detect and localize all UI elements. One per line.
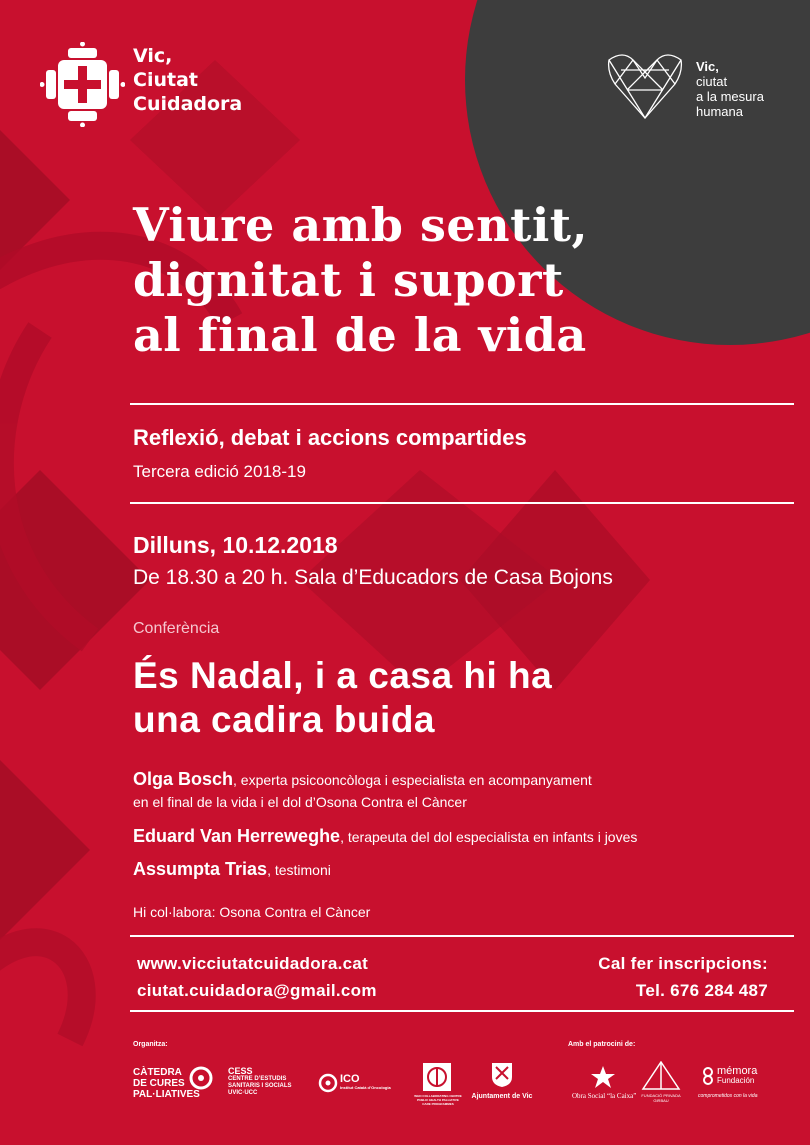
speaker: [133, 768, 592, 813]
catedra-line: DE CURES: [133, 1078, 185, 1089]
right-logo-line: a la mesura: [696, 89, 764, 104]
title-line: al final de la vida: [133, 308, 587, 362]
vic-mesura-humana-logo: [605, 50, 685, 120]
ajuntament-logo: Ajuntament de Vic: [471, 1093, 533, 1100]
girbau-line: FUNDACIÓ PRIVADA: [641, 1093, 681, 1098]
speaker: [133, 858, 331, 881]
left-logo-line: Cuidadora: [133, 93, 243, 115]
v-heart-icon: [605, 50, 685, 120]
divider: [130, 1010, 794, 1012]
speaker-name: Eduard Van Herreweghe: [133, 826, 341, 846]
cess-line: CESS: [228, 1066, 253, 1076]
who-line: WHO COLLABORATING CENTRE: [414, 1094, 462, 1098]
talk-title: [133, 654, 552, 742]
edition: Tercera edició 2018-19: [133, 462, 306, 481]
who-line: CARE PROGRAMMES: [422, 1102, 454, 1106]
vic-ciutat-cuidadora-logo: [40, 42, 125, 127]
memora-line: Fundación: [717, 1076, 755, 1085]
collaboration: Hi col·labora: Osona Contra el Càncer: [133, 904, 371, 920]
cross-heart-icon: [40, 42, 125, 127]
speaker-desc: , experta psicooncòloga i especialista en acompanyament: [233, 772, 592, 788]
title-line: Viure amb sentit,: [133, 198, 589, 252]
ico-line: Institut Català d’Oncologia: [340, 1085, 391, 1090]
phone-number: Tel. 676 284 487: [635, 981, 768, 1000]
right-logo-text: [696, 59, 764, 119]
left-logo-text: [133, 44, 242, 116]
speaker-desc: , testimoni: [267, 862, 331, 878]
catedra-line: CÀTEDRA: [133, 1067, 182, 1078]
ico-line: ICO: [340, 1073, 360, 1085]
memora-swirl-icon: [700, 1066, 716, 1086]
event-time-place: De 18.30 a 20 h. Sala d’Educadors de Casa Bojons: [133, 566, 613, 589]
email-link[interactable]: ciutat.cuidadora@gmail.com: [137, 981, 377, 1000]
girbau-line: GIRBAU: [653, 1098, 669, 1103]
website-link[interactable]: www.vicciutatcuidadora.cat: [137, 954, 369, 973]
right-logo-line: humana: [696, 104, 743, 119]
who-logo: [408, 1094, 468, 1106]
speaker-desc-2: en el final de la vida i el dol d’Osona Contra el Càncer: [133, 794, 467, 810]
organizers-label: Organitza:: [133, 1041, 168, 1048]
catedra-line: PAL·LIATIVES: [133, 1089, 200, 1100]
vic-shield-icon: [491, 1062, 513, 1088]
event-date: Dilluns, 10.12.2018: [133, 532, 338, 558]
right-logo-line: ciutat: [696, 74, 728, 89]
subtitle: Reflexió, debat i accions compartides: [133, 425, 527, 450]
ico-circle-icon: [318, 1073, 338, 1093]
title-line: dignitat i suport: [133, 253, 564, 307]
sponsors-label: Amb el patrocini de:: [568, 1041, 636, 1048]
catedra-swirl-icon: [188, 1065, 214, 1091]
la-caixa-logo: Obra Social “la Caixa”: [572, 1092, 637, 1100]
speaker: [133, 825, 637, 848]
ico-logo: [340, 1074, 391, 1091]
cess-logo: [228, 1066, 292, 1097]
speaker-name: Olga Bosch: [133, 769, 234, 789]
memora-logo: [717, 1066, 757, 1085]
talk-title-line: És Nadal, i a casa hi ha: [133, 655, 553, 696]
speaker-desc: , terapeuta del dol especialista en infants i joves: [340, 829, 638, 845]
left-logo-line: Ciutat: [133, 69, 198, 91]
cess-line: UVIC·UCC: [228, 1090, 258, 1096]
talk-type: Conferència: [133, 620, 220, 637]
speaker-name: Assumpta Trias: [133, 859, 268, 879]
girbau-logo: [632, 1093, 690, 1103]
divider: [130, 935, 794, 937]
cess-line: CENTRE D’ESTUDIS: [228, 1076, 287, 1082]
talk-title-line: una cadira buida: [133, 699, 436, 740]
memora-line: mémora: [717, 1065, 758, 1077]
main-title: [133, 198, 588, 363]
divider: [130, 502, 794, 504]
divider: [130, 403, 794, 405]
right-logo-line: Vic,: [696, 59, 719, 74]
girbau-sail-icon: [641, 1061, 681, 1091]
left-logo-line: Vic,: [133, 45, 173, 67]
la-caixa-star-icon: [590, 1065, 616, 1089]
contact-info: [137, 950, 377, 1004]
who-emblem-icon: [422, 1062, 452, 1092]
memora-tagline: comprometidos con la vida: [698, 1093, 758, 1099]
registration-info: [598, 950, 768, 1004]
cess-line: SANITARIS I SOCIALS: [228, 1083, 292, 1089]
registration-label: Cal fer inscripcions:: [598, 954, 768, 973]
who-line: PUBLIC HEALTH PALLIATIVE: [417, 1098, 459, 1102]
